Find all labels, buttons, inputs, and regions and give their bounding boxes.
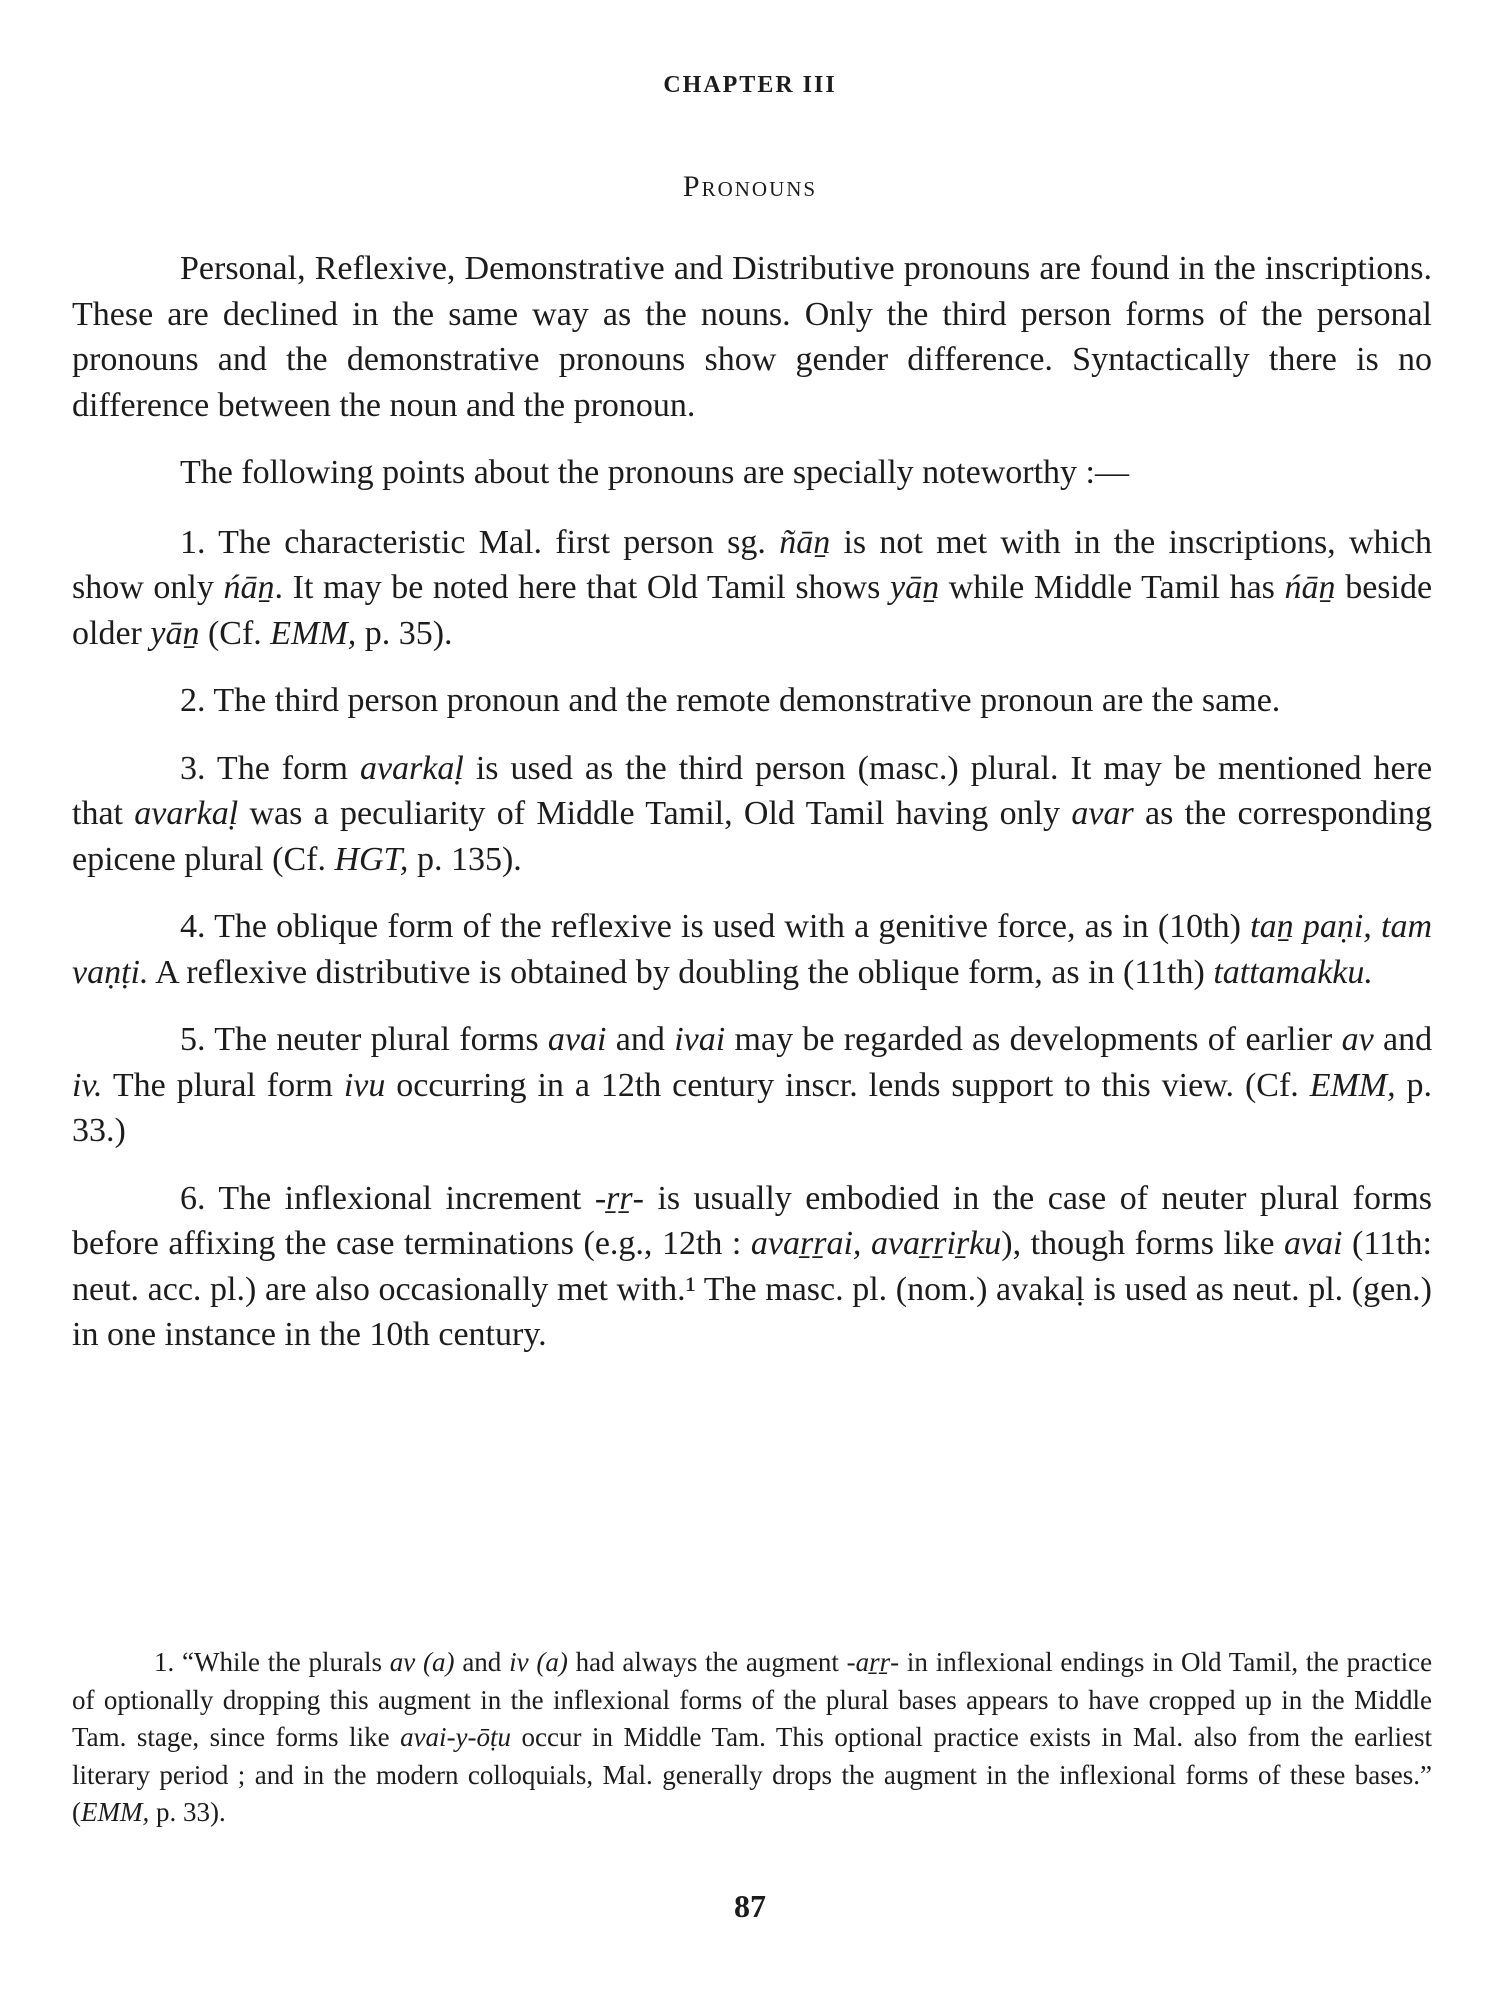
footnote: 1. “While the plurals av (a) and iv (a) had always the augment -aṟṟ- in inflexional endings in Old Tamil, the practice of optionally dropping this augment in the inflexional forms of the plural bases appears to have cropped up in the Middle Tam. stage, since forms like avai-y-ōṭu occur in Middle Tam. This optional practice exists in Mal. also from the earliest literary period ; and in the modern colloquials, Mal. generally drops the augment in the inflexional forms of these bases.” (EMM, p. 33). — [72, 1647, 1433, 1827]
point-number: 1. — [180, 523, 206, 561]
point-3: 3. The form avarkaḷ is used as the third person (masc.) plural. It may be mentioned here that avarkaḷ was a peculiarity of Middle Tamil, Old Tamil having only avar as the corresponding epicene plural (Cf. HGT, p. 135). — [72, 749, 1433, 878]
tamil-word: ivai — [674, 1021, 726, 1058]
point-number: 5. — [180, 1021, 206, 1058]
tamil-word: yāṉ — [889, 569, 940, 606]
tamil-word: avar — [1071, 795, 1134, 832]
tamil-word: avai — [547, 1021, 607, 1058]
point-number: 2. — [180, 682, 206, 719]
citation: EMM, — [81, 1797, 150, 1827]
citation: EMM, — [1309, 1066, 1396, 1104]
point-4: 4. The oblique form of the reflexive is used with a genitive force, as in (10th) taṉ paṇi, tam vaṇṭi. A reflexive distributive is obtained by doubling the oblique form, as in (11th) tattamakku. — [72, 908, 1432, 991]
tamil-word: ivu — [343, 1066, 386, 1104]
body-text — [72, 246, 1432, 1380]
point-1: 1. The characteristic Mal. first person sg. ñāṉ is not met with in the inscriptions, which show only ńāṉ. It may be noted here that Old Tamil shows yāṉ while Middle Tamil has ńāṉ beside older yāṉ (Cf. EMM, p. 35). — [72, 523, 1433, 652]
tamil-word: yāṉ — [150, 614, 200, 652]
point-number: 4. — [180, 908, 206, 945]
tamil-word: avaṟṟai, avaṟṟiṟku — [750, 1225, 1002, 1262]
tamil-word: av — [1341, 1021, 1374, 1058]
tamil-word: iv (a) — [509, 1647, 568, 1677]
intro-paragraph: Personal, Reflexive, Demonstrative and Distributive pronouns are found in the inscriptions. These are declined in the same way as the nouns. Only the third person forms of the personal pronouns and the demonstrative pronouns show gender difference. Syntactically there is no difference between the noun and the pronoun. — [72, 250, 1432, 424]
footnote-number: 1. — [154, 1647, 175, 1677]
tamil-word: tattamakku. — [1213, 953, 1373, 991]
citation: HGT, — [334, 840, 409, 878]
tamil-word: av (a) — [389, 1647, 455, 1677]
chapter-heading: CHAPTER III — [663, 72, 837, 98]
tamil-word: taṉ paṇi, tam vaṇṭi. — [72, 908, 1432, 991]
tamil-word: ńāṉ — [1284, 569, 1336, 606]
citation: EMM, — [270, 614, 357, 652]
tamil-word: -ṟṟ- — [594, 1179, 644, 1217]
lead-paragraph: The following points about the pronouns are specially noteworthy :— — [180, 454, 1129, 491]
tamil-word: avarkaḷ — [134, 795, 239, 832]
tamil-word: iv. — [72, 1066, 103, 1104]
point-number: 6. — [180, 1179, 206, 1217]
point-number: 3. — [180, 749, 206, 787]
page-number: 87 — [734, 1888, 766, 1924]
point-5: 5. The neuter plural forms avai and ivai may be regarded as developments of earlier av and iv. The plural form ivu occurring in a 12th century inscr. lends support to this view. (Cf. EMM, p. 33.) — [72, 1021, 1433, 1149]
tamil-word: avai — [1283, 1225, 1343, 1262]
tamil-word: ñāṉ — [779, 523, 831, 561]
section-title: Pronouns — [682, 170, 818, 203]
tamil-word: ńāṉ — [223, 569, 275, 606]
tamil-word: -aṟṟ- — [846, 1647, 900, 1677]
tamil-word: avai-y-ōṭu — [400, 1722, 512, 1752]
point-2: 2. The third person pronoun and the remote demonstrative pronoun are the same. — [180, 682, 1281, 719]
tamil-word: avarkaḷ — [359, 749, 464, 787]
point-6: 6. The inflexional increment -ṟṟ- is usually embodied in the case of neuter plural forms before affixing the case terminations (e.g., 12th : avaṟṟai, avaṟṟiṟku), though forms like avai (11th: neut. acc. pl.) are also occasionally met with.¹ The masc. pl. (nom.) avakaḷ is used as neut. pl. (gen.) in one instance in the 10th century. — [72, 1179, 1433, 1353]
